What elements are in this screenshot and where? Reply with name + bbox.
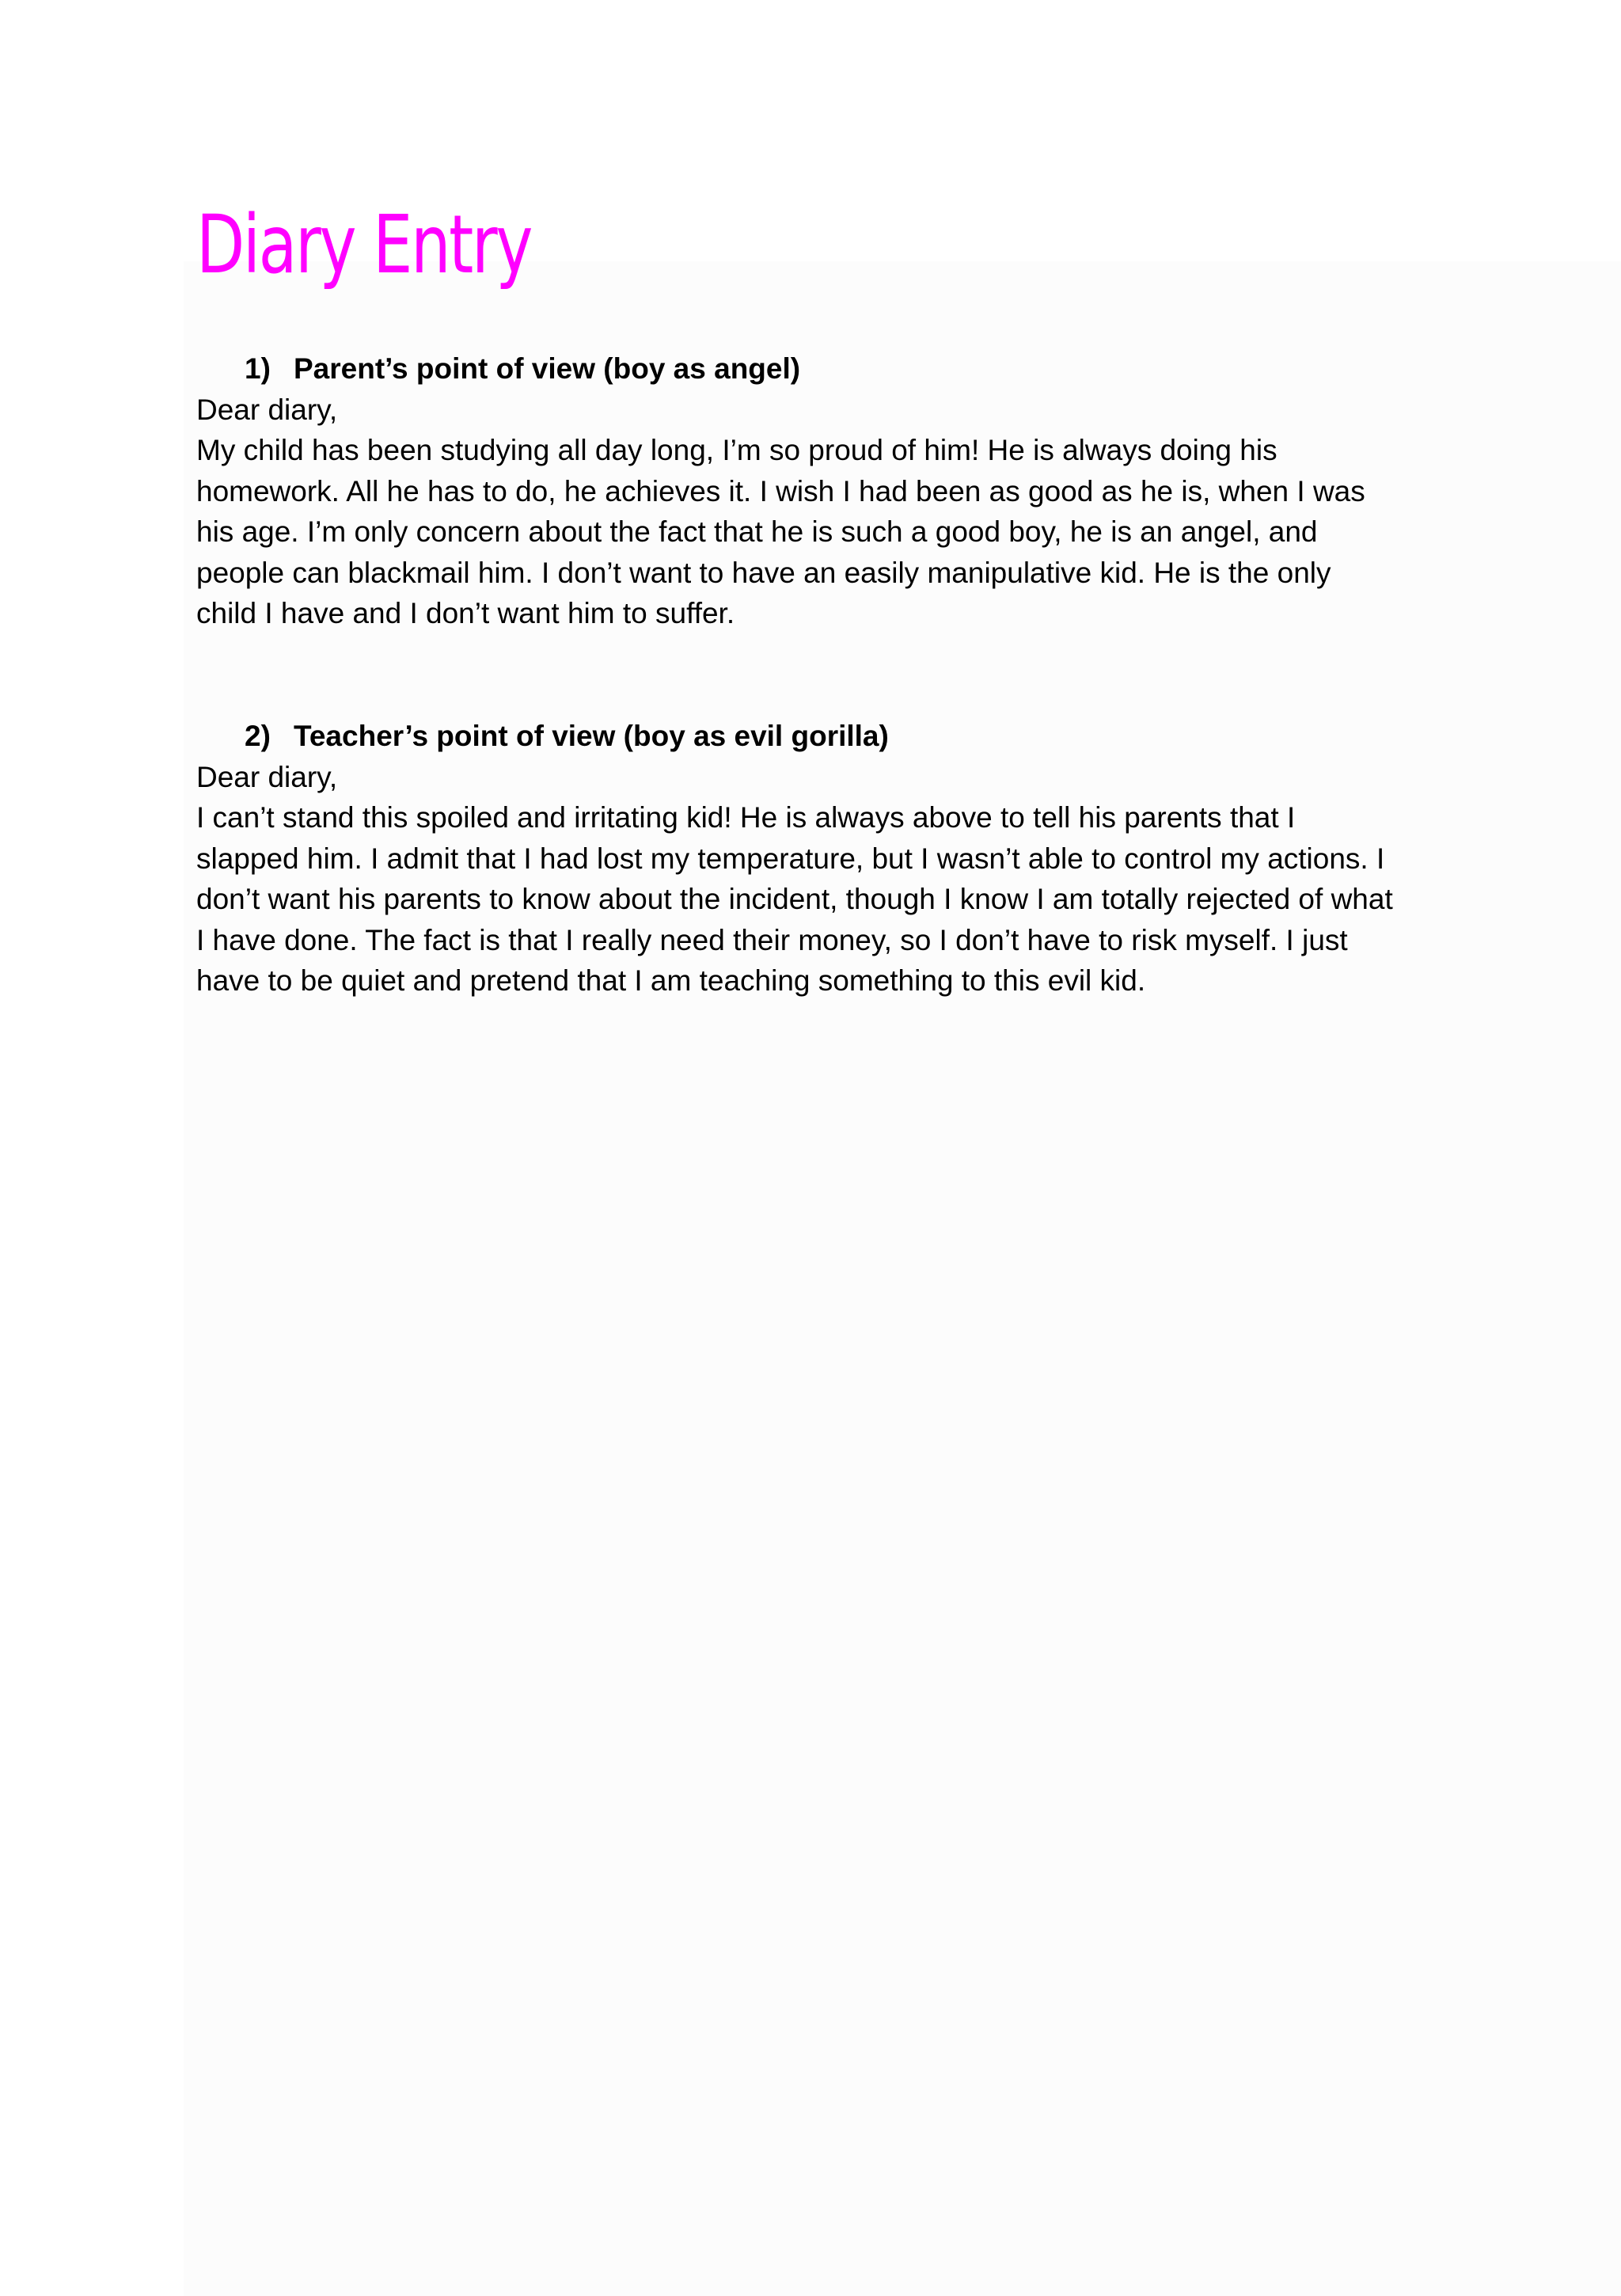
section-heading-text: Teacher’s point of view (boy as evil gorilla) (294, 720, 889, 752)
diary-paragraph (196, 797, 1431, 1002)
diary-greeting: Dear diary, (196, 393, 338, 426)
section-parent-view (196, 348, 1431, 634)
section-teacher-view (196, 716, 1431, 1002)
paragraph-line: I have done. The fact is that I really need their money, so I don’t have to risk myself. I just (196, 923, 1348, 956)
section-number: 1) (245, 352, 271, 385)
paragraph-line: My child has been studying all day long, I’m so proud of him! He is always doing his (196, 434, 1277, 466)
section-heading-text: Parent’s point of view (boy as angel) (294, 352, 801, 385)
diary-paragraph (196, 430, 1431, 634)
paragraph-line: have to be quiet and pretend that I am teaching something to this evil kid. (196, 964, 1146, 997)
paragraph-line: slapped him. I admit that I had lost my temperature, but I wasn’t able to control my actions. I (196, 842, 1385, 875)
paragraph-line: I can’t stand this spoiled and irritating kid! He is always above to tell his parents that I (196, 801, 1296, 834)
page-title: Diary Entry (196, 198, 532, 292)
paragraph-line: his age. I’m only concern about the fact that he is such a good boy, he is an angel, and (196, 515, 1318, 548)
paragraph-line: child I have and I don’t want him to suffer. (196, 597, 735, 629)
section-heading (196, 348, 1431, 390)
paragraph-line: don’t want his parents to know about the incident, though I know I am totally rejected of what (196, 883, 1393, 915)
diary-greeting: Dear diary, (196, 760, 338, 793)
section-heading (196, 716, 1431, 757)
section-number: 2) (245, 720, 271, 752)
paragraph-line: homework. All he has to do, he achieves it. I wish I had been as good as he is, when I was (196, 474, 1365, 507)
paragraph-line: people can blackmail him. I don’t want to have an easily manipulative kid. He is the only (196, 556, 1331, 589)
